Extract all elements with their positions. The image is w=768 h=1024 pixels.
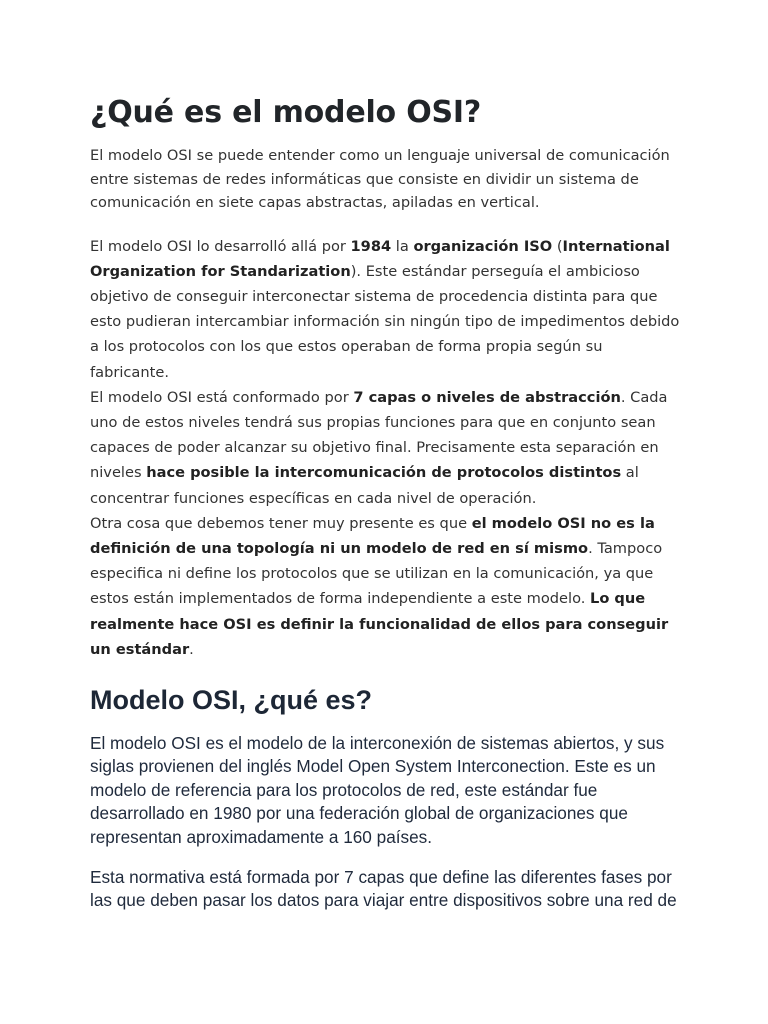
- history-paragraph: [90, 234, 680, 662]
- text-segment: Otra cosa que debemos tener muy presente es que: [90, 514, 472, 532]
- text-segment: ). Este estándar perseguía el ambicioso objetivo de conseguir interconectar sistema de procedencia distinta para que esto pudieran intercambiar información sin ningún tipo de impedimentos debido a los protocolos con los que estos operaban de forma propia según su fabricante.: [90, 262, 680, 381]
- bold-organization-full: International Organization for Standarization: [90, 237, 670, 280]
- bold-not-topology: el modelo OSI no es la definición de una topología ni un modelo de red en sí mismo: [90, 514, 655, 557]
- text-segment: El modelo OSI lo desarrolló allá por: [90, 237, 351, 255]
- text-segment: (: [552, 237, 563, 255]
- section-heading: Modelo OSI, ¿qué es?: [90, 684, 373, 715]
- bold-organization: organización ISO: [413, 237, 553, 255]
- text-segment: . Tampoco especifica ni define los protocolos que se utilizan en la comunicación, ya que estos están implementados de forma independiente a este modelo.: [90, 539, 663, 608]
- text-segment: la: [391, 237, 414, 255]
- text-segment: .: [189, 640, 194, 658]
- bold-purpose: Lo que realmente hace OSI es definir la funcionalidad de ellos para conseguir un estándar: [90, 590, 669, 658]
- article: [90, 90, 680, 913]
- text-segment: El modelo OSI está conformado por: [90, 388, 354, 406]
- bold-interop: hace posible la intercomunicación de protocolos distintos: [146, 464, 622, 482]
- intro-paragraph: El modelo OSI se puede entender como un lenguaje universal de comunicación entre sistemas de redes informáticas que consiste en dividir un sistema de comunicación en siete capas abstractas, apiladas en vertical.: [90, 147, 670, 211]
- bold-layers: 7 capas o niveles de abstracción: [353, 388, 621, 406]
- bold-year: 1984: [350, 237, 392, 255]
- definition-paragraph: El modelo OSI es el modelo de la interconexión de sistemas abiertos, y sus siglas provienen del inglés Model Open System Interconection. Este es un modelo de referencia para los protocolos de red, este estándar fue desarrollado en 1980 por una federación global de organizaciones que representan aproximadamente a 160 países.: [90, 732, 665, 847]
- page-title: ¿Qué es el modelo OSI?: [90, 95, 482, 130]
- text-segment: al concentrar funciones específicas en cada nivel de operación.: [90, 464, 639, 507]
- layers-paragraph: Esta normativa está formada por 7 capas que define las diferentes fases por las que deben pasar los datos para viajar entre dispositivos sobre una red de: [90, 866, 677, 911]
- text-segment: . Cada uno de estos niveles tendrá sus propias funciones para que en conjunto sean capaces de poder alcanzar su objetivo final. Precisamente esta separación en niveles: [90, 388, 668, 482]
